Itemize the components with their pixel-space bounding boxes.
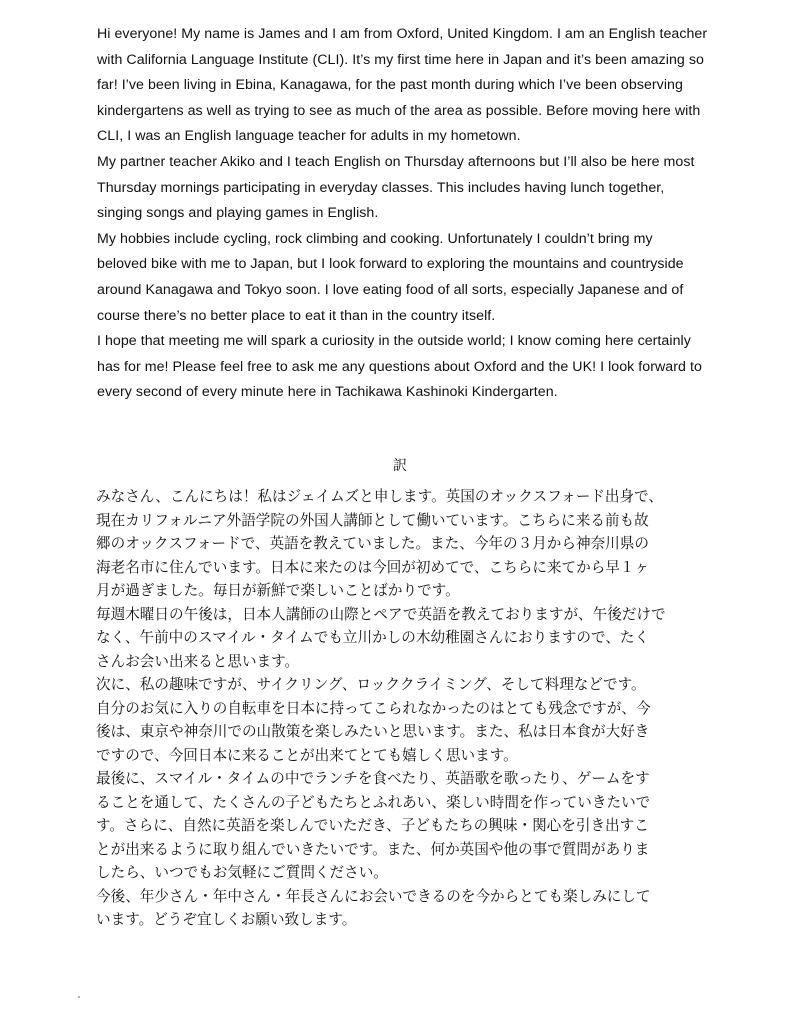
japanese-line: す。さらに、自然に英語を楽しんでいただき、子どもたちの興味・関心を引き出すこ xyxy=(96,817,649,834)
japanese-line: 自分のお気に入りの自転車を日本に持ってこられなかったのはとても残念ですが、今 xyxy=(96,699,651,717)
japanese-line: さんお会い出来ると思います。 xyxy=(96,652,300,670)
english-line: kindergartens as well as trying to see as much of the area as possible. Before moving here with xyxy=(97,102,701,119)
japanese-line: 毎週木曜日の午後は，日本人講師の山際とペアで英語を教えておりますが、午後だけで xyxy=(96,605,666,623)
scan-speck xyxy=(610,604,612,606)
japanese-line: 月が過ぎました。毎日が新鮮で楽しいことばかりです。 xyxy=(96,582,460,599)
japanese-line: したら、いつでもお気軽にご質問ください。 xyxy=(96,864,388,881)
english-line: far! I’ve been living in Ebina, Kanagawa, for the past month during which I’ve been observing xyxy=(97,77,683,94)
japanese-line: 海老名市に住んでいます。日本に来たのは今回が初めてで、こちらに来てから早１ヶ xyxy=(96,558,650,576)
japanese-line: 最後に、スマイル・タイムの中でランチを食べたり、英語歌を歌ったり、ゲームをす xyxy=(96,770,650,787)
english-line: My partner teacher Akiko and I teach English on Thursday afternoons but I’ll also be here most xyxy=(97,153,695,170)
japanese-line: 今後、年少さん・年中さん・年長さんにお会いできるのを今からとても楽しみにして xyxy=(96,887,651,905)
japanese-line: みなさん、こんにちは！私はジェイムズと申します。英国のオックスフォード出身で、 xyxy=(96,488,663,505)
japanese-line: ですので、今回日本に来ることが出来てとても嬉しく思います。 xyxy=(96,746,518,764)
english-line: with California Language Institute (CLI). It’s my first time here in Japan and it’s been amazing so xyxy=(97,51,704,68)
english-line: course there’s no better place to eat it than in the country itself. xyxy=(97,307,496,324)
japanese-line: ることを通して、たくさんの子どもたちとふれあい、楽しい時間を作っていきたいで xyxy=(96,793,651,811)
japanese-line: 後は、東京や神奈川での山散策を楽しみたいと思います。また、私は日本食が大好き xyxy=(96,723,650,740)
english-line: CLI, I was an English language teacher for adults in my hometown. xyxy=(97,128,521,145)
japanese-line: なく、午前中のスマイル・タイムでも立川かしの木幼稚園さんにおりますので、たく xyxy=(96,629,650,646)
english-line: around Kanagawa and Tokyo soon. I love eating food of all sorts, especially Japanese and of xyxy=(97,281,684,298)
english-line: I hope that meeting me will spark a curiosity in the outside world; I know coming here certainly xyxy=(97,333,691,350)
japanese-line: 次に、私の趣味ですが、サイクリング、ロッククライミング、そして料理などです。 xyxy=(96,676,646,693)
japanese-line: います。どうぞ宜しくお願い致します。 xyxy=(96,911,357,928)
english-line: My hobbies include cycling, rock climbing and cooking. Unfortunately I couldn’t bring my xyxy=(97,230,653,247)
scan-speck xyxy=(78,996,80,998)
english-line: every second of every minute here in Tachikawa Kashinoki Kindergarten. xyxy=(97,384,558,401)
japanese-line: 現在カリフォルニア外語学院の外国人講師として働いています。こちらに来る前も故 xyxy=(96,511,649,529)
japanese-translation xyxy=(96,485,716,932)
english-line: singing songs and playing games in English. xyxy=(97,205,379,222)
english-line: has for me! Please feel free to ask me any questions about Oxford and the UK! I look forward to xyxy=(97,358,702,375)
translation-heading: 訳 xyxy=(393,458,407,474)
english-line: beloved bike with me to Japan, but I look forward to exploring the mountains and countryside xyxy=(97,256,684,273)
english-introduction xyxy=(97,22,707,406)
english-line: Thursday mornings participating in everyday classes. This includes having lunch together, xyxy=(97,179,665,196)
japanese-line: 郷のオックスフォードで、英語を教えていました。また、今年の３月から神奈川県の xyxy=(96,535,649,552)
english-line: Hi everyone! My name is James and I am from Oxford, United Kingdom. I am an English teacher xyxy=(97,26,708,42)
japanese-line: とが出来るように取り組んでいきたいです。また、何か英国や他の事で質問がありま xyxy=(96,840,650,858)
